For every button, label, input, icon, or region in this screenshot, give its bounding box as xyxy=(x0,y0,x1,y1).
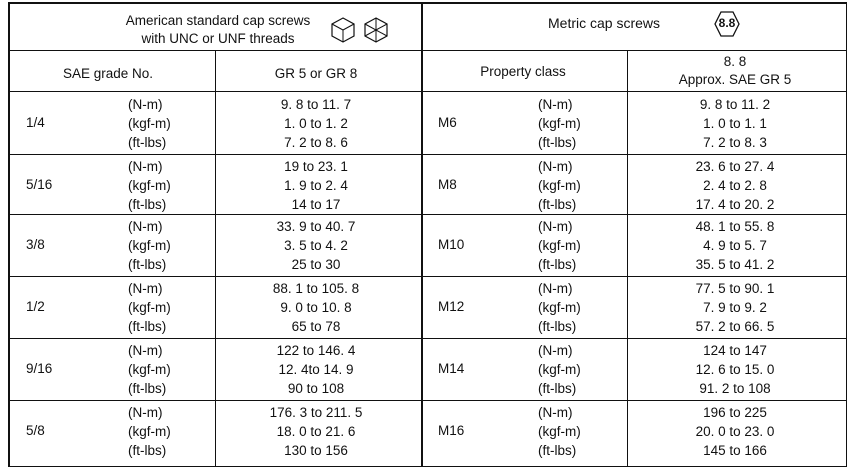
torque-value: 1. 0 to 1. 1 xyxy=(703,116,767,131)
torque-value: 19 to 23. 1 xyxy=(284,159,348,174)
torque-value: 9. 8 to 11. 2 xyxy=(699,97,771,112)
torque-value: 12. 6 to 15. 0 xyxy=(695,362,775,377)
american-col-divider xyxy=(215,50,216,467)
unit-label: (ft-lbs) xyxy=(128,319,167,334)
table-border-bottom xyxy=(8,466,847,468)
unit-label: (N-m) xyxy=(538,281,573,296)
torque-value: 25 to 30 xyxy=(291,257,341,272)
property-class-header: Property class xyxy=(480,64,566,79)
metric-size: M16 xyxy=(438,422,465,438)
torque-value: 17. 4 to 20. 2 xyxy=(695,197,775,212)
torque-value: 91. 2 to 108 xyxy=(699,381,771,396)
metric-title: Metric cap screws xyxy=(548,15,661,31)
table-border-right xyxy=(846,2,848,467)
sae-size: 3/8 xyxy=(26,236,45,252)
torque-value: 65 to 78 xyxy=(291,319,341,334)
unit-label: (N-m) xyxy=(538,405,573,420)
unit-label: (kgf-m) xyxy=(128,362,171,377)
american-title xyxy=(103,12,333,48)
unit-label: (ft-lbs) xyxy=(128,197,167,212)
unit-label: (kgf-m) xyxy=(538,300,581,315)
unit-label: (ft-lbs) xyxy=(538,443,577,458)
unit-label: (kgf-m) xyxy=(538,362,581,377)
torque-value: 14 to 17 xyxy=(291,197,341,212)
row-divider xyxy=(8,338,847,339)
torque-value: 3. 5 to 4. 2 xyxy=(284,238,348,253)
unit-label: (N-m) xyxy=(538,343,573,358)
torque-table xyxy=(8,2,847,467)
torque-value: 7. 2 to 8. 6 xyxy=(284,135,348,150)
header-divider xyxy=(8,50,847,51)
unit-label: (N-m) xyxy=(538,97,573,112)
torque-value: 57. 2 to 66. 5 xyxy=(695,319,775,334)
torque-value: 2. 4 to 2. 8 xyxy=(703,178,767,193)
torque-value: 196 to 225 xyxy=(703,405,767,420)
torque-value: 7. 2 to 8. 3 xyxy=(703,135,767,150)
header-bottom-divider xyxy=(8,91,847,92)
sae-grade-header: SAE grade No. xyxy=(62,66,154,81)
metric-grade-header-line2: Approx. SAE GR 5 xyxy=(678,72,792,87)
unit-label: (ft-lbs) xyxy=(538,257,577,272)
sae-size: 1/4 xyxy=(26,114,45,130)
torque-value: 33. 9 to 40. 7 xyxy=(276,219,356,234)
metric-size: M12 xyxy=(438,298,465,314)
unit-label: (ft-lbs) xyxy=(538,197,577,212)
unit-label: (N-m) xyxy=(128,405,163,420)
torque-value: 7. 9 to 9. 2 xyxy=(703,300,767,315)
torque-value: 130 to 156 xyxy=(284,443,348,458)
section-divider xyxy=(421,2,423,467)
american-title-line2: with UNC or UNF threads xyxy=(141,31,295,46)
torque-value: 9. 8 to 11. 7 xyxy=(280,97,352,112)
torque-value: 124 to 147 xyxy=(703,343,767,358)
metric-col-divider xyxy=(627,50,628,467)
row-divider xyxy=(8,400,847,401)
unit-label: (kgf-m) xyxy=(128,424,171,439)
hex-head-3-line-icon xyxy=(330,16,356,44)
metric-size: M6 xyxy=(438,114,457,130)
unit-label: (kgf-m) xyxy=(128,116,171,131)
torque-value: 48. 1 to 55. 8 xyxy=(695,219,775,234)
unit-label: (N-m) xyxy=(128,97,163,112)
torque-value: 1. 9 to 2. 4 xyxy=(284,178,348,193)
sae-size: 1/2 xyxy=(26,298,45,314)
row-divider xyxy=(8,154,847,155)
torque-value: 4. 9 to 5. 7 xyxy=(703,238,767,253)
torque-value: 90 to 108 xyxy=(287,381,345,396)
unit-label: (kgf-m) xyxy=(538,238,581,253)
table-border-top xyxy=(8,2,847,4)
metric-size: M8 xyxy=(438,176,457,192)
sae-size: 5/8 xyxy=(26,422,45,438)
unit-label: (kgf-m) xyxy=(538,116,581,131)
unit-label: (kgf-m) xyxy=(128,178,171,193)
torque-value: 176. 3 to 211. 5 xyxy=(269,405,363,420)
torque-value: 1. 0 to 1. 2 xyxy=(284,116,348,131)
unit-label: (kgf-m) xyxy=(128,300,171,315)
torque-value: 145 to 166 xyxy=(703,443,767,458)
badge-label: 8.8 xyxy=(718,16,736,30)
unit-label: (N-m) xyxy=(128,219,163,234)
unit-label: (ft-lbs) xyxy=(128,135,167,150)
unit-label: (ft-lbs) xyxy=(538,319,577,334)
unit-label: (ft-lbs) xyxy=(128,443,167,458)
unit-label: (ft-lbs) xyxy=(128,257,167,272)
unit-label: (N-m) xyxy=(538,219,573,234)
american-title-line1: American standard cap screws xyxy=(125,13,311,28)
torque-value: 23. 6 to 27. 4 xyxy=(695,159,775,174)
metric-size: M10 xyxy=(438,236,465,252)
unit-label: (N-m) xyxy=(128,159,163,174)
torque-value: 77. 5 to 90. 1 xyxy=(695,281,775,296)
torque-value: 88. 1 to 105. 8 xyxy=(272,281,360,296)
torque-value: 20. 0 to 23. 0 xyxy=(695,424,775,439)
unit-label: (N-m) xyxy=(128,343,163,358)
hex-head-6-line-icon xyxy=(363,16,389,44)
torque-value: 18. 0 to 21. 6 xyxy=(276,424,356,439)
row-divider xyxy=(8,214,847,215)
unit-label: (kgf-m) xyxy=(128,238,171,253)
unit-label: (ft-lbs) xyxy=(538,135,577,150)
table-border-left xyxy=(8,2,10,467)
unit-label: (ft-lbs) xyxy=(128,381,167,396)
row-divider xyxy=(8,276,847,277)
metric-size: M14 xyxy=(438,360,465,376)
metric-grade-header-line1: 8. 8 xyxy=(723,54,747,69)
torque-value: 122 to 146. 4 xyxy=(276,343,356,358)
torque-value: 35. 5 to 41. 2 xyxy=(695,257,775,272)
hex-8-8-badge-icon xyxy=(713,10,741,38)
sae-size: 9/16 xyxy=(26,360,53,376)
torque-value: 12. 4to 14. 9 xyxy=(278,362,354,377)
gr-header: GR 5 or GR 8 xyxy=(274,66,358,81)
unit-label: (N-m) xyxy=(538,159,573,174)
unit-label: (N-m) xyxy=(128,281,163,296)
unit-label: (ft-lbs) xyxy=(538,381,577,396)
unit-label: (kgf-m) xyxy=(538,424,581,439)
torque-value: 9. 0 to 10. 8 xyxy=(280,300,352,315)
unit-label: (kgf-m) xyxy=(538,178,581,193)
sae-size: 5/16 xyxy=(26,176,53,192)
